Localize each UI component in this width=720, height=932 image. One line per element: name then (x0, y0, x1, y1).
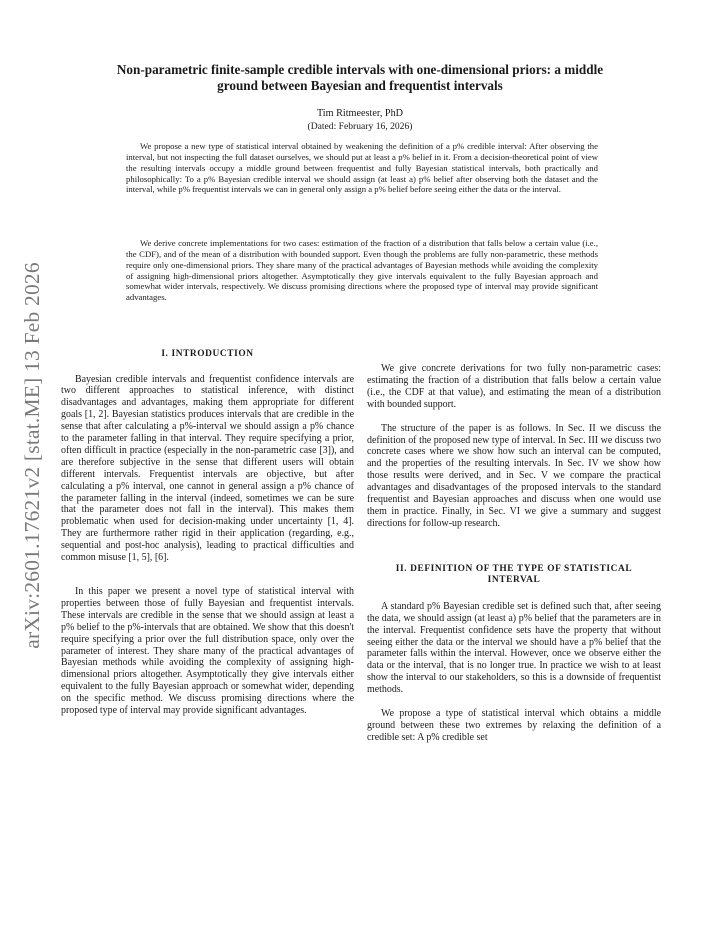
body-paragraph: We give concrete derivations for two fully non-parametric cases: estimating the fraction of a distribution that falls below a certain value (i.e., the CDF at that value), and estimating the mean of a distribution with bounded support. (367, 363, 661, 410)
body-paragraph: In this paper we present a novel type of statistical interval with properties between those of fully Bayesian and frequentist intervals. These intervals are credible in the sense that we should assign at least a p% belief to the p%-intervals that are obtained. We show that this doesn't require specifying a prior over the full distribution space, only over the parameter of interest. They share many of the practical advantages of Bayesian methods while avoiding the complexity of assigning high-dimensional priors altogether. Asymptotically they give intervals either equivalent to the fully Bayesian approach or somewhat wider, depending on the specific method. We discuss promising directions where the proposed type of interval may provide significant advantages. (61, 586, 354, 717)
body-paragraph: We propose a type of statistical interval which obtains a middle ground between these two extremes by relaxing the definition of a credible set: A p% credible set (367, 708, 661, 743)
body-paragraph: Bayesian credible intervals and frequentist confidence intervals are two different approaches to statistical inference, with distinct disadvantages and advantages, making them appropriate for different goals [1, 2]. Bayesian statistics produces intervals that are credible in the sense that after calculating a p%-interval we should assign a p% chance to the parameter falling in that interval. They require specifying a prior, often difficult in practice (especially in the non-parametric case [3]), and are therefore subjective in the sense that different users will obtain different intervals. Frequentist intervals are objective, but after calculating a p% interval, one cannot in general assign a p% chance of the parameter falling in the interval (indeed, sometimes we can be sure that the parameter does not fall in the interval). This makes them problematic when used for decision-making under uncertainty [1, 4]. They are furthermore rather rigid in their application (regarding, e.g., sequential and post-hoc analysis), leading to practical difficulties and common misuse [1, 5], [6]. (61, 373, 354, 564)
arxiv-identifier (19, 250, 45, 660)
body-paragraph: A standard p% Bayesian credible set is defined such that, after seeing the data, we should assign (at least a) p% belief that the parameters are in the interval. Frequentist confidence sets have the property that without seeing either the data or the interval we should have a p% belief that the parameter falls within the interval. However, once we observe either the data or the interval, that is no longer true. In practice we wish to at least show the interval to our stakeholders, so this is a downside of frequentist methods. (367, 600, 661, 696)
left-column (61, 349, 354, 717)
paper-author: Tim Ritmeester, PhD (316, 108, 404, 119)
arxiv-identifier-text: arXiv:2601.17621v2 [stat.ME] 13 Feb 2026 (19, 261, 44, 649)
body-paragraph: The structure of the paper is as follows. In Sec. II we discuss the definition of the proposed new type of interval. In Sec. III we discuss two concrete cases where we show how such an interval can be computed, and the properties of the resulting intervals. In Sec. IV we show how those results were derived, and in Sec. V we compare the practical advantages and disadvantages of the proposed intervals to the standard frequentist and Bayesian approaches and discuss when one would use them in practice. Finally, in Sec. VI we give a summary and suggest directions for follow-up research. (367, 422, 661, 529)
paper-title: Non-parametric finite-sample credible intervals with one-dimensional priors: a middle ground between Bayesian and frequentist intervals (116, 62, 604, 93)
section-heading-introduction: I. INTRODUCTION (161, 349, 254, 359)
abstract-paragraph-1: We propose a new type of statistical interval obtained by weakening the definition of a p% credible interval: After observing the interval, but not inspecting the full dataset ourselves, we should put at least a p% belief in it. From a decision-theoretical point of view the resulting intervals occupy a middle ground between frequentist and fully Bayesian statistical intervals, both practically and philosophically: To a p% Bayesian credible interval we should assign (at least a) p% belief after observing both the dataset and the interval, while p% frequentist intervals we can in general only assign a p% belief before seeing either the data or the interval. (126, 141, 598, 195)
right-column (367, 363, 661, 744)
section-heading-definition: II. DEFINITION OF THE TYPE OF STATISTICAL INTERVAL (395, 563, 633, 586)
paper-date: (Dated: February 16, 2026) (307, 121, 413, 132)
abstract-paragraph-2: We derive concrete implementations for two cases: estimation of the fraction of a distribution that falls below a certain value (i.e., the CDF), and of the mean of a distribution with bounded support. Even though the problems are fully non-parametric, these methods require only one-dimensional priors. They share many of the practical advantages of Bayesian methods while avoiding the complexity of assigning high-dimensional priors altogether. Asymptotically they give intervals equivalent to the fully Bayesian approach and somewhat wider intervals, respectively. We discuss promising directions where the proposed type of interval may provide significant advantages. (126, 238, 598, 303)
